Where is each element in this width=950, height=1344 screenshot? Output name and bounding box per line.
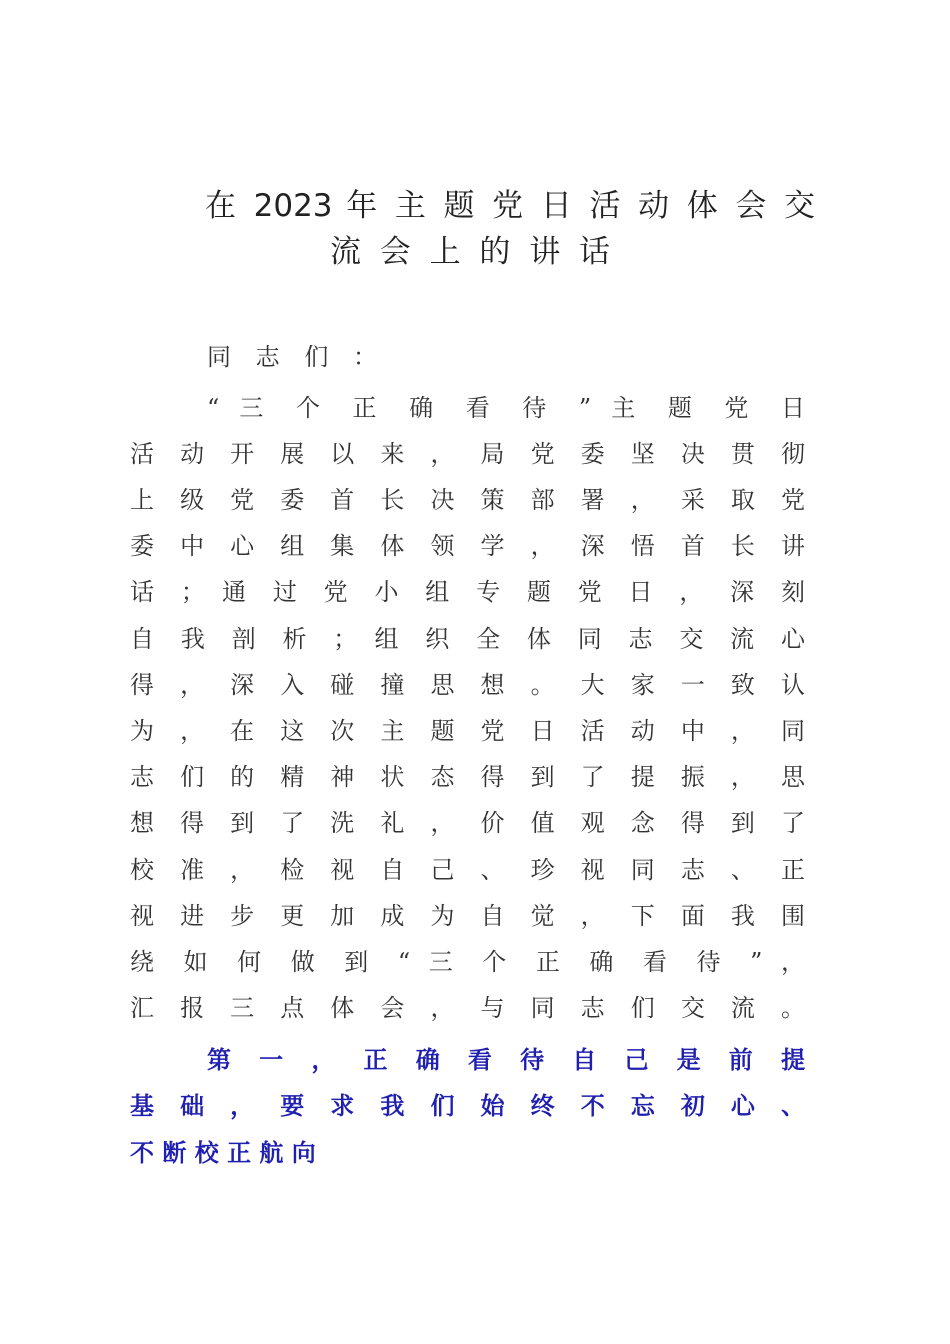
body-line: 视 进 步 更 加 成 为 自 觉 ， 下 面 我 围 [130,902,805,930]
body-line: 委 中 心 组 集 体 领 学 ， 深 悟 首 长 讲 [130,532,805,560]
section-heading-line: 第 一 ， 正 确 看 待 自 己 是 前 提 [207,1045,805,1074]
body-line: 汇 报 三 点 体 会 ， 与 同 志 们 交 流 。 [130,994,805,1022]
body-line: 话 ； 通 过 党 小 组 专 题 党 日 ， 深 刻 [130,578,805,606]
body-line: 得 ， 深 入 碰 撞 思 想 。 大 家 一 致 认 [130,671,805,699]
body-line: 上 级 党 委 首 长 决 策 部 署 ， 采 取 党 [130,486,805,514]
salutation: 同 志 们 ： [207,343,377,371]
body-line: “ 三 个 正 确 看 待 ” 主 题 党 日 [207,394,805,422]
section-heading-line: 基 础 ， 要 求 我 们 始 终 不 忘 初 心 、 [130,1091,805,1120]
document-title-line-1: 在 2023 年 主 题 党 日 活 动 体 会 交 [205,188,815,224]
body-line: 自 我 剖 析 ； 组 织 全 体 同 志 交 流 心 [130,625,805,653]
document-title-line-2: 流 会 上 的 讲 话 [330,234,610,270]
body-line: 想 得 到 了 洗 礼 ， 价 值 观 念 得 到 了 [130,809,805,837]
body-line: 活 动 开 展 以 来 ， 局 党 委 坚 决 贯 彻 [130,440,805,468]
body-line: 校 准 ， 检 视 自 己 、 珍 视 同 志 、 正 [130,856,805,884]
body-line: 志 们 的 精 神 状 态 得 到 了 提 振 ， 思 [130,763,805,791]
section-heading-line: 不 断 校 正 航 向 [130,1138,316,1167]
body-line: 绕 如 何 做 到 “ 三 个 正 确 看 待 ” ， [130,948,805,976]
body-line: 为 ， 在 这 次 主 题 党 日 活 动 中 ， 同 [130,717,805,745]
